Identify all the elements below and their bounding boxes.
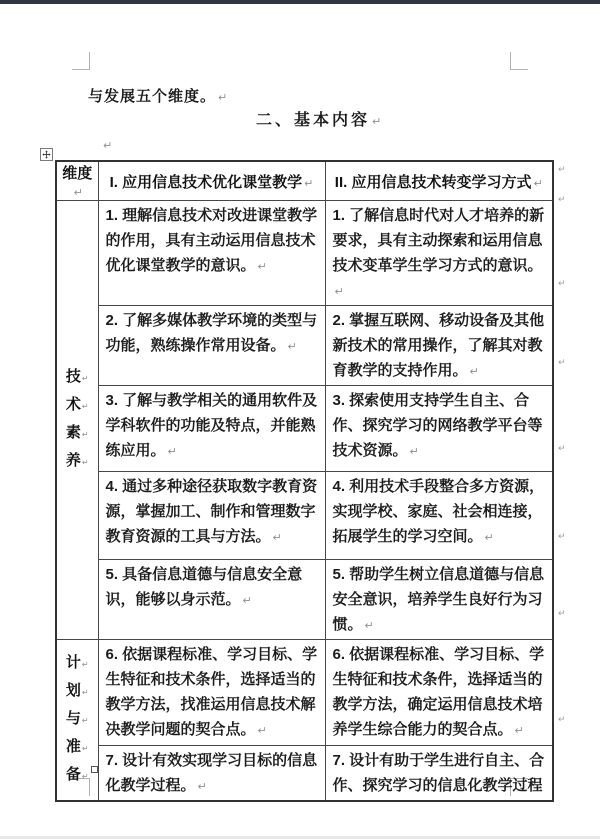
pilcrow-mark: ↵	[257, 725, 267, 737]
pilcrow-mark: ↵	[81, 458, 89, 467]
cell-text: 5. 帮助学生树立信息道德与信息安全意识，培养学生良好行为习惯。	[332, 566, 545, 633]
pilcrow-mark: ↵	[372, 116, 382, 128]
table-row	[56, 746, 553, 802]
table-row	[56, 306, 553, 386]
pilcrow-mark: ↵	[257, 261, 267, 273]
cell-item2-right[interactable]	[325, 306, 553, 386]
intro-text: 与发展五个维度。	[88, 88, 217, 105]
section-heading[interactable]	[256, 107, 381, 130]
cell-text: 1. 了解信息时代对人才培养的新要求，具有主动探索和运用信息技术变革学生学习方式的意识。	[332, 207, 545, 274]
cell-item4-left[interactable]	[98, 472, 325, 560]
empty-paragraph-pilcrow: ↵	[103, 140, 113, 152]
cell-item4-right[interactable]	[325, 472, 553, 560]
margin-crop-mark-top-right	[510, 52, 528, 70]
cell-item5-left[interactable]	[98, 560, 325, 640]
table-resize-handle[interactable]	[91, 766, 98, 773]
cell-text: 2. 掌握互联网、移动设备及其他新技术的常用操作，了解其对教育教学的支持作用。	[332, 312, 545, 379]
section-heading-text: 二、基本内容	[256, 112, 371, 129]
cell-item2-left[interactable]	[98, 306, 325, 386]
row-end-mark: ↵	[558, 194, 566, 204]
row-end-mark: ↵	[558, 278, 566, 288]
pilcrow-mark: ↵	[81, 430, 89, 439]
pilcrow-mark: ↵	[533, 177, 543, 190]
cell-item6-left[interactable]	[98, 640, 325, 746]
pilcrow-mark: ↵	[218, 92, 228, 104]
row-end-mark: ↵	[558, 357, 566, 367]
cell-text: 2. 了解多媒体教学环境的类型与功能，熟练操作常用设备。	[105, 312, 318, 354]
pilcrow-mark: ↵	[81, 716, 89, 725]
cell-item1-right[interactable]	[325, 201, 553, 306]
cell-text: 3. 探索使用支持学生自主、合作、探究学习的网络教学平台等技术资源。	[332, 392, 543, 459]
cell-item7-left[interactable]	[98, 746, 325, 802]
header-col1-text: I. 应用信息技术优化课堂教学	[109, 173, 303, 191]
row-group-label-planning-preparation[interactable]	[56, 640, 98, 802]
pilcrow-mark: ↵	[514, 725, 524, 737]
cell-text: 6. 依据课程标准、学习目标、学生特征和技术条件，选择适当的教学方法，确定运用信息技术培养学生综合能力的契合点。	[332, 646, 545, 738]
group-char: 备	[65, 766, 81, 783]
table-row	[56, 386, 553, 472]
pilcrow-mark: ↵	[167, 446, 177, 458]
pilcrow-mark: ↵	[484, 532, 494, 544]
pilcrow-mark: ↵	[81, 660, 89, 669]
cell-text: 4. 利用技术手段整合多方资源，实现学校、家庭、社会相连接，拓展学生的学习空间。	[332, 478, 545, 545]
four-way-move-icon	[42, 150, 51, 159]
row-group-label-tech-literacy[interactable]	[56, 201, 98, 640]
pilcrow-mark: ↵	[197, 781, 207, 793]
group-char: 划	[65, 682, 81, 699]
pilcrow-mark: ↵	[81, 744, 89, 753]
header-cell-dimension[interactable]	[56, 161, 98, 201]
table-move-handle[interactable]	[40, 148, 53, 161]
header-cell-optimize-teaching[interactable]	[98, 161, 325, 201]
cell-item3-right[interactable]	[325, 386, 553, 472]
table-row	[56, 472, 553, 560]
margin-crop-mark-top-left	[72, 52, 90, 70]
row-end-mark: ↵	[558, 714, 566, 724]
cell-text: 3. 了解与教学相关的通用软件及学科软件的功能及特点，并能熟练应用。	[105, 392, 318, 459]
cell-item6-right[interactable]	[325, 640, 553, 746]
intro-paragraph[interactable]	[88, 85, 227, 106]
cell-item5-right[interactable]	[325, 560, 553, 640]
table-header-row	[56, 161, 553, 201]
cell-item7-right[interactable]	[325, 746, 553, 802]
cell-text: 1. 理解信息技术对改进课堂教学的作用，具有主动运用信息技术优化课堂教学的意识。	[105, 207, 318, 274]
header-col2-text: II. 应用信息技术转变学习方式	[334, 173, 532, 191]
cell-item1-left[interactable]	[98, 201, 325, 306]
cell-item3-left[interactable]	[98, 386, 325, 472]
pilcrow-mark: ↵	[81, 402, 89, 411]
row-end-mark: ↵	[558, 443, 566, 453]
pilcrow-mark: ↵	[287, 341, 297, 353]
table-row	[56, 640, 553, 746]
pilcrow-mark: ↵	[242, 595, 252, 607]
cell-text: 6. 依据课程标准、学习目标、学生特征和技术条件，选择适当的教学方法，找准运用信息技术解决教学问题的契合点。	[105, 646, 318, 738]
row-end-mark: ↵	[558, 531, 566, 541]
cell-text: 4. 通过多种途径获取数字教育资源，掌握加工、制作和管理数字教育资源的工具与方法。	[105, 478, 318, 545]
group-char: 技	[65, 368, 81, 385]
pilcrow-mark: ↵	[364, 620, 374, 632]
pilcrow-mark: ↵	[81, 374, 89, 383]
pilcrow-mark: ↵	[73, 187, 83, 199]
pilcrow-mark: ↵	[469, 366, 479, 378]
pilcrow-mark: ↵	[304, 177, 314, 190]
pilcrow-mark: ↵	[409, 446, 419, 458]
window-top-edge	[0, 0, 600, 4]
group-char: 计	[65, 654, 81, 671]
row-end-mark: ↵	[558, 164, 566, 174]
group-char: 养	[65, 452, 81, 469]
pilcrow-mark: ↵	[81, 688, 89, 697]
group-char: 与	[65, 710, 81, 727]
pilcrow-mark: ↵	[272, 532, 282, 544]
cell-text: 7. 设计有助于学生进行自主、合作、探究学习的信息化教学过程	[332, 752, 545, 794]
header-cell-transform-learning[interactable]	[325, 161, 553, 201]
cell-text: 7. 设计有效实现学习目标的信息化教学过程。	[105, 752, 318, 794]
cell-text: 5. 具备信息道德与信息安全意识，能够以身示范。	[105, 566, 303, 608]
table-row	[56, 201, 553, 306]
group-char: 术	[65, 396, 81, 413]
header-dimension-text: 维度	[62, 165, 93, 182]
content-table	[55, 160, 554, 802]
row-end-mark: ↵	[558, 608, 566, 618]
group-char: 素	[65, 424, 81, 441]
table-row	[56, 560, 553, 640]
pilcrow-mark: ↵	[334, 286, 344, 298]
group-char: 准	[65, 738, 81, 755]
pilcrow-mark: ↵	[81, 772, 89, 781]
